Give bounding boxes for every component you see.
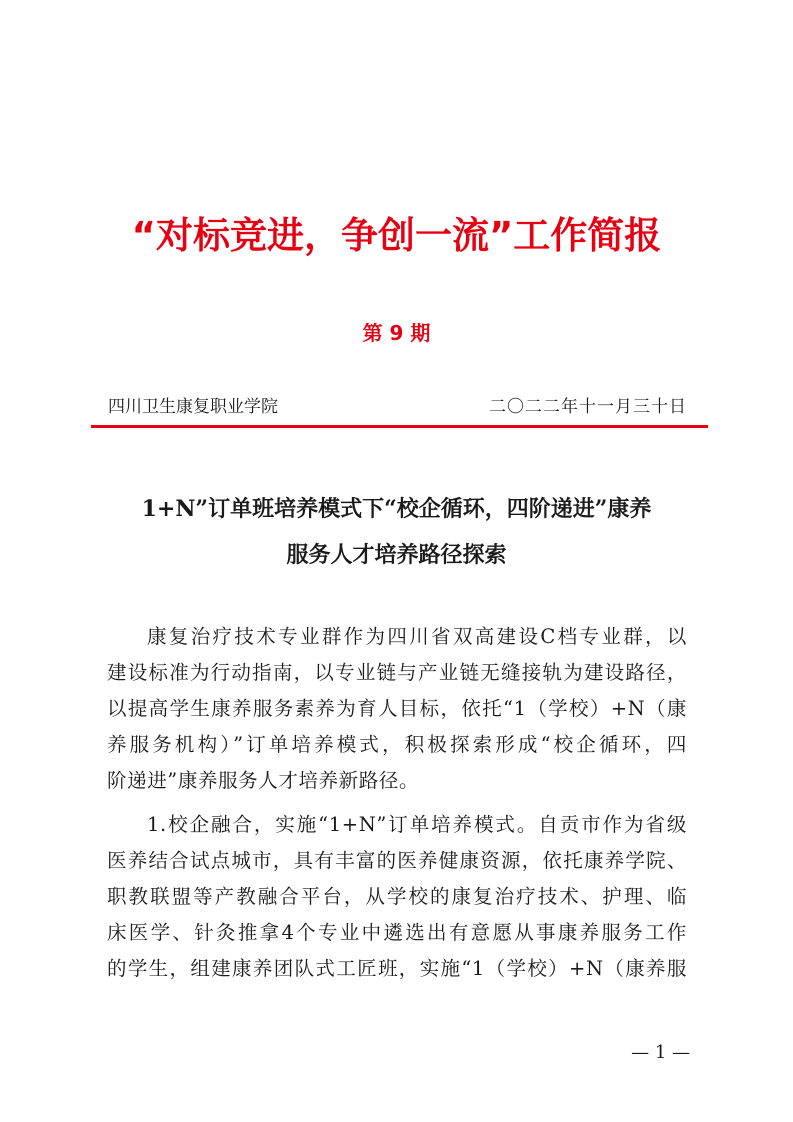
issue-number: 第 9 期 [362,321,431,345]
article-title-line: 1+N”订单班培养模式下“校企循环，四阶递进”康养 [141,496,652,522]
text-line: 医养结合试点城市，具有丰富的医养健康资源，依托康养学院、 [107,849,687,872]
text-line: 康复治疗技术专业群作为四川省双高建设C档专业群，以 [147,625,687,648]
publish-date: 二〇二二年十一月三十日 [489,397,687,417]
bulletin-title: “对标竞进，争创一流”工作简报 [131,214,662,257]
text-line: 阶递进”康养服务人才培养新路径。 [107,769,420,792]
text-line: 建设标准为行动指南，以专业链与产业链无缝接轨为建设路径， [107,661,687,684]
page-number: — 1 — [631,1042,690,1063]
text-line: 的学生，组建康养团队式工匠班，实施“1（学校）+N（康养服 [107,957,687,980]
text-line: 床医学、针灸推拿4个专业中遴选出有意愿从事康养服务工作 [107,921,687,944]
text-line: 养服务机构）”订单培养模式，积极探索形成“校企循环，四 [107,733,687,756]
article-title-line: 服务人才培养路径探索 [286,542,507,568]
red-divider [91,425,708,428]
text-line: 职教联盟等产教融合平台，从学校的康复治疗技术、护理、临 [107,885,687,908]
text-line: 以提高学生康养服务素养为育人目标，依托“1（学校）+N（康 [107,697,687,720]
article-title [90,486,703,578]
text-line: 1.校企融合，实施“1+N”订单培养模式。自贡市作为省级 [147,813,687,836]
organization-name: 四川卫生康复职业学院 [108,397,278,417]
